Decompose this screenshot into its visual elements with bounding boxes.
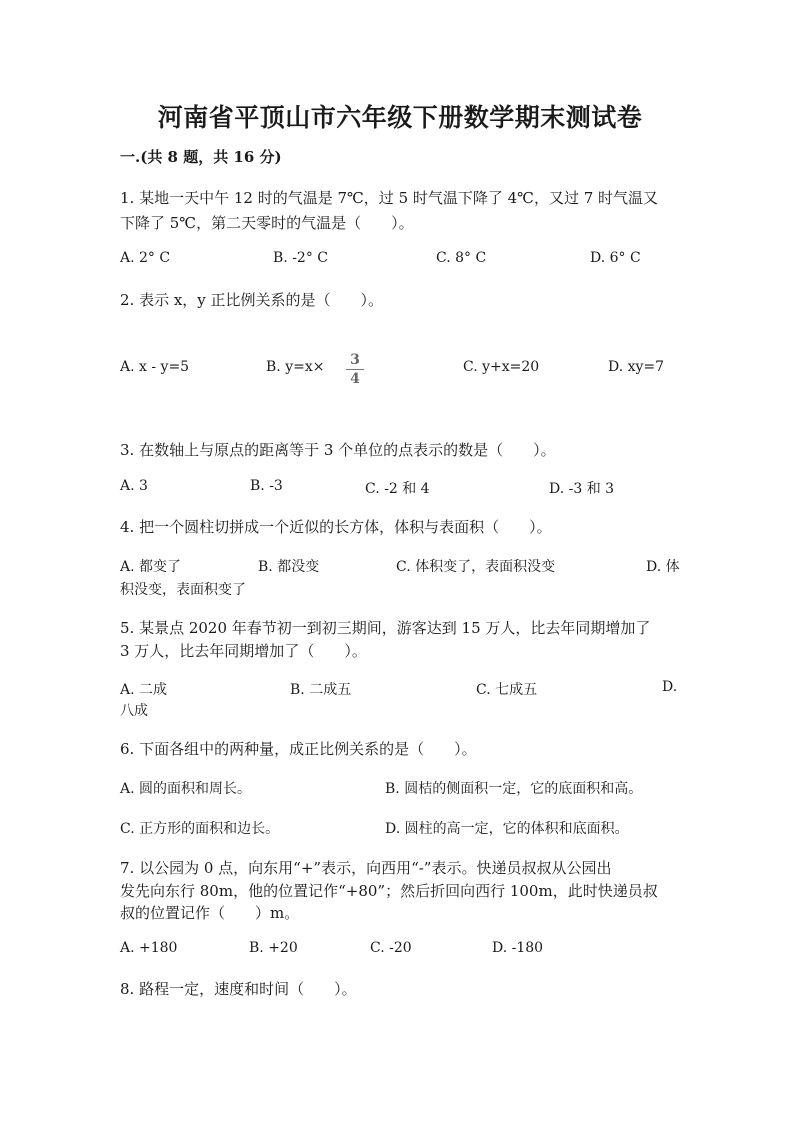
fraction-bar <box>346 369 364 370</box>
question-5-option-c: C. 七成五 <box>476 682 538 698</box>
question-3-option-b: B. -3 <box>250 478 283 494</box>
question-5-stem-line-1: 5. 某景点 2020 年春节初一到初三期间，游客达到 15 万人，比去年同期增加了 <box>120 619 651 637</box>
question-4-option-d-continued: 积没变，表面积变了 <box>120 582 246 598</box>
question-2-option-c: C. y+x=20 <box>463 359 540 375</box>
question-3-stem: 3. 在数轴上与原点的距离等于 3 个单位的点表示的数是（ ）。 <box>120 441 556 459</box>
question-6-option-b: B. 圆桔的侧面积一定，它的底面积和高。 <box>385 781 643 797</box>
question-2-option-a: A. x - y=5 <box>120 359 190 375</box>
exam-title: 河南省平顶山市六年级下册数学期末测试卷 <box>157 103 643 132</box>
question-6-option-d: D. 圆柱的高一定，它的体积和底面积。 <box>385 821 629 837</box>
question-7-option-a: A. +180 <box>120 940 178 956</box>
question-1-option-a: A. 2° C <box>120 250 171 266</box>
question-5-option-d-continued: 八成 <box>120 703 148 719</box>
question-1-stem-line-1: 1. 某地一天中午 12 时的气温是 7℃，过 5 时气温下降了 4℃，又过 7 时气温又 <box>120 189 659 207</box>
question-1-stem-line-2: 下降了 5℃，第二天零时的气温是（ ）。 <box>120 214 414 232</box>
question-6-stem: 6. 下面各组中的两种量，成正比例关系的是（ ）。 <box>120 740 477 758</box>
question-7-option-c: C. -20 <box>370 940 412 956</box>
question-6-option-c: C. 正方形的面积和边长。 <box>120 821 280 837</box>
fraction-denominator: 4 <box>350 371 360 387</box>
question-6-option-a: A. 圆的面积和周长。 <box>120 781 252 797</box>
question-7-stem-line-2: 发先向东行 80m，他的位置记作“+80”；然后折回向西行 100m，此时快递员叔 <box>120 882 658 900</box>
question-2-stem: 2. 表示 x，y 正比例关系的是（ ）。 <box>120 291 384 309</box>
question-1-option-b: B. -2° C <box>273 250 328 266</box>
question-3-option-a: A. 3 <box>120 478 148 494</box>
question-3-option-d: D. -3 和 3 <box>549 481 615 497</box>
question-4-option-c: C. 体积变了，表面积没变 <box>396 559 556 575</box>
question-5-option-d: D. <box>662 679 678 695</box>
question-7-stem-line-3: 叔的位置记作（ ）m。 <box>120 904 300 922</box>
fraction-three-quarters <box>346 352 364 387</box>
section-heading: 一.(共 8 题，共 16 分) <box>120 148 282 166</box>
question-5-stem-line-2: 3 万人，比去年同期增加了（ ）。 <box>120 642 367 660</box>
question-5-option-b: B. 二成五 <box>290 682 352 698</box>
question-1-option-c: C. 8° C <box>436 250 487 266</box>
question-4-option-b: B. 都没变 <box>258 559 320 575</box>
question-2-option-d: D. xy=7 <box>608 359 665 375</box>
question-4-option-d: D. 体 <box>646 559 680 575</box>
question-1-option-d: D. 6° C <box>590 250 641 266</box>
question-7-option-b: B. +20 <box>249 940 298 956</box>
question-2-option-b: B. y=x× <box>266 359 325 375</box>
question-4-stem: 4. 把一个圆柱切拼成一个近似的长方体，体积与表面积（ ）。 <box>120 518 552 536</box>
question-5-option-a: A. 二成 <box>120 682 168 698</box>
question-8-stem: 8. 路程一定，速度和时间（ ）。 <box>120 980 357 998</box>
fraction-numerator: 3 <box>350 352 360 368</box>
question-3-option-c: C. -2 和 4 <box>365 481 430 497</box>
question-7-stem-line-1: 7. 以公园为 0 点，向东用“+”表示，向西用“-”表示。快递员叔叔从公园出 <box>120 859 612 877</box>
question-7-option-d: D. -180 <box>492 940 544 956</box>
question-4-option-a: A. 都变了 <box>120 559 182 575</box>
